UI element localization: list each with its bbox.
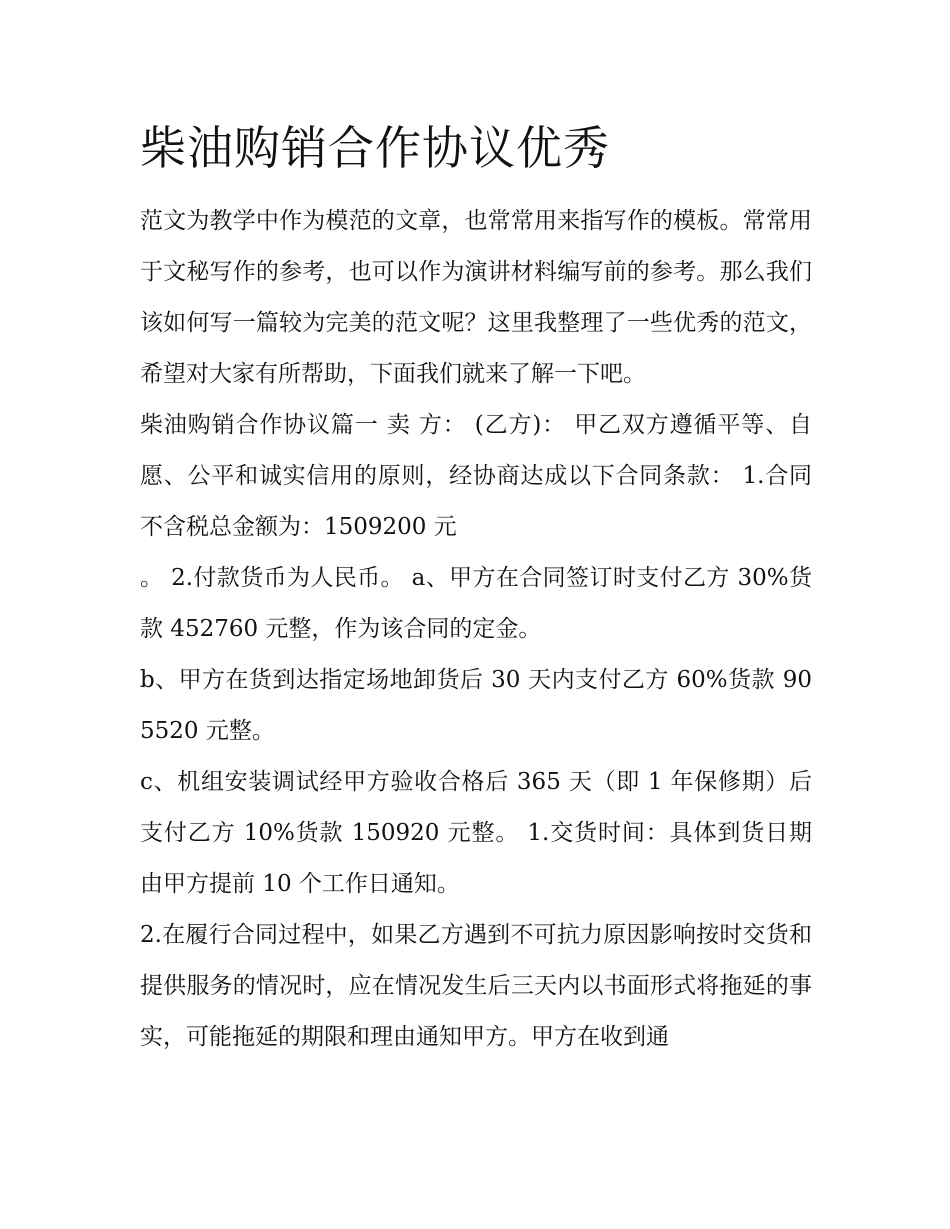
paragraph-force-majeure: 2.在履行合同过程中，如果乙方遇到不可抗力原因影响按时交货和提供服务的情况时，应在情况发生后三天内以书面形式将拖延的事实，可能拖延的期限和理由通知甲方。甲方在收到通 (140, 922, 812, 1050)
paragraph-payment-b: b、甲方在货到达指定场地卸货后 30 天内支付乙方 60%货款 905520 元整。 (140, 667, 812, 744)
paragraph-agreement-intro: 柴油购销合作协议篇一 卖 方： (乙方)： 甲乙双方遵循平等、自愿、公平和诚实信用的原则，经协商达成以下合同条款： 1.合同不含税总金额为：1509200 元 (140, 412, 812, 540)
paragraph-payment-a: 。 2.付款货币为人民币。 a、甲方在合同签订时支付乙方 30%货款 452760 元整，作为该合同的定金。 (140, 565, 812, 642)
document-title: 柴油购销合作协议优秀 (140, 121, 610, 175)
paragraph-intro: 范文为教学中作为模范的文章，也常常用来指写作的模板。常常用于文秘写作的参考，也可以作为演讲材料编写前的参考。那么我们该如何写一篇较为完美的范文呢？这里我整理了一些优秀的范文，希望对大家有所帮助，下面我们就来了解一下吧。 (140, 208, 812, 387)
paragraph-payment-c: c、机组安装调试经甲方验收合格后 365 天（即 1 年保修期）后支付乙方 10%货款 150920 元整。 1.交货时间：具体到货日期由甲方提前 10 个工作日通知。 (140, 769, 812, 897)
document-body (140, 196, 812, 1063)
